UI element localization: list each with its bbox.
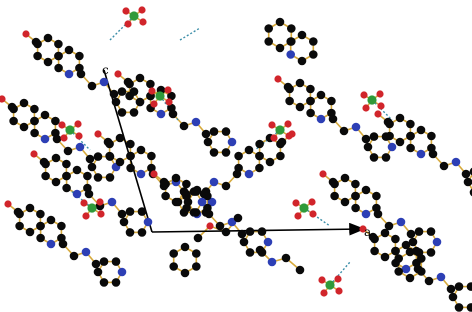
carbon-atom bbox=[406, 120, 415, 129]
oxygen-atom bbox=[80, 199, 87, 206]
carbon-atom bbox=[54, 52, 63, 61]
carbon-atom bbox=[62, 160, 71, 169]
carbon-atom bbox=[234, 214, 243, 223]
carbon-atom bbox=[59, 240, 68, 249]
carbon-atom bbox=[351, 192, 360, 201]
carbon-atom bbox=[136, 74, 145, 83]
carbon-atom bbox=[362, 186, 371, 195]
oxygen-atom bbox=[165, 98, 172, 105]
hydrogen-bond-layer bbox=[70, 16, 392, 285]
oxygen-atom bbox=[319, 170, 326, 177]
carbon-atom bbox=[374, 210, 383, 219]
carbon-atom bbox=[384, 118, 393, 127]
carbon-atom bbox=[120, 218, 129, 227]
carbon-atom bbox=[192, 249, 201, 258]
carbon-atom bbox=[192, 208, 201, 217]
carbon-atom bbox=[32, 38, 41, 47]
carbon-atom bbox=[264, 24, 273, 33]
oxygen-atom bbox=[270, 134, 277, 141]
carbon-atom bbox=[385, 132, 394, 141]
carbon-atom bbox=[306, 109, 315, 118]
carbon-atom bbox=[455, 303, 464, 312]
carbon-atom bbox=[245, 146, 254, 155]
carbon-atom bbox=[306, 97, 315, 106]
carbon-atom bbox=[255, 164, 264, 173]
nitrogen-atom bbox=[76, 143, 85, 152]
carbon-atom bbox=[407, 230, 416, 239]
nitrogen-atom bbox=[210, 178, 219, 187]
carbon-atom bbox=[234, 152, 243, 161]
oxygen-atom bbox=[318, 276, 325, 283]
carbon-atom bbox=[51, 117, 60, 126]
nitrogen-atom bbox=[198, 198, 207, 207]
carbon-atom bbox=[36, 210, 45, 219]
carbon-atom bbox=[138, 207, 147, 216]
nitrogen-atom bbox=[73, 190, 82, 199]
nitrogen-atom bbox=[388, 143, 397, 152]
carbon-atom bbox=[391, 247, 400, 256]
carbon-atom bbox=[449, 293, 458, 302]
oxygen-atom bbox=[334, 275, 341, 282]
chlorine-atom bbox=[155, 91, 164, 100]
carbon-atom bbox=[85, 190, 94, 199]
carbon-atom bbox=[317, 91, 326, 100]
carbon-atom bbox=[210, 148, 219, 157]
nitrogen-atom bbox=[228, 138, 237, 147]
carbon-atom bbox=[255, 140, 264, 149]
nitrogen-atom bbox=[41, 135, 50, 144]
carbon-atom bbox=[126, 140, 135, 149]
carbon-atom bbox=[169, 110, 178, 119]
carbon-atom bbox=[20, 123, 29, 132]
nitrogen-atom bbox=[82, 248, 91, 257]
carbon-atom bbox=[62, 172, 71, 181]
oxygen-atom bbox=[94, 130, 101, 137]
carbon-atom bbox=[256, 246, 265, 255]
nitrogen-atom bbox=[118, 268, 127, 277]
carbon-atom bbox=[182, 180, 191, 189]
carbon-atom bbox=[284, 83, 293, 92]
carbon-atom bbox=[429, 150, 438, 159]
carbon-atom bbox=[462, 170, 471, 179]
carbon-atom bbox=[276, 18, 285, 27]
oxygen-atom bbox=[284, 120, 291, 127]
carbon-atom bbox=[329, 178, 338, 187]
carbon-atom bbox=[306, 85, 315, 94]
carbon-atom bbox=[246, 227, 255, 236]
carbon-atom bbox=[222, 228, 231, 237]
carbon-atom bbox=[238, 230, 247, 239]
carbon-atom bbox=[205, 210, 214, 219]
carbon-atom bbox=[180, 122, 189, 131]
carbon-atom bbox=[329, 115, 338, 124]
carbon-atom bbox=[287, 24, 296, 33]
nitrogen-atom bbox=[362, 210, 371, 219]
carbon-atom bbox=[126, 164, 135, 173]
carbon-atom bbox=[417, 126, 426, 135]
carbon-atom bbox=[169, 262, 178, 271]
carbon-atom bbox=[64, 147, 73, 156]
carbon-atom bbox=[194, 234, 203, 243]
carbon-atom bbox=[309, 50, 318, 59]
oxygen-atom bbox=[122, 7, 129, 14]
oxygen-atom bbox=[60, 134, 67, 141]
carbon-atom bbox=[370, 132, 379, 141]
carbon-atom bbox=[381, 253, 390, 262]
carbon-atom bbox=[8, 103, 17, 112]
oxygen-atom bbox=[150, 170, 157, 177]
carbon-atom bbox=[126, 207, 135, 216]
nitrogen-atom bbox=[317, 115, 326, 124]
carbon-atom bbox=[222, 127, 231, 136]
carbon-atom bbox=[44, 58, 53, 67]
carbon-atom bbox=[296, 79, 305, 88]
carbon-atom bbox=[75, 52, 84, 61]
carbon-atom bbox=[100, 257, 109, 266]
carbon-atom bbox=[104, 138, 113, 147]
carbon-atom bbox=[30, 129, 39, 138]
carbon-atom bbox=[30, 105, 39, 114]
oxygen-atom bbox=[377, 102, 384, 109]
carbon-atom bbox=[340, 127, 349, 136]
carbon-atom bbox=[258, 227, 267, 236]
nitrogen-atom bbox=[433, 238, 442, 247]
hydrogen-bond bbox=[110, 16, 134, 40]
oxygen-atom bbox=[309, 210, 316, 217]
oxygen-atom bbox=[376, 90, 383, 97]
carbon-atom bbox=[40, 158, 49, 167]
carbon-atom bbox=[192, 262, 201, 271]
nitrogen-atom bbox=[144, 218, 153, 227]
carbon-atom bbox=[276, 44, 285, 53]
carbon-atom bbox=[406, 274, 415, 283]
nitrogen-atom bbox=[402, 265, 411, 274]
carbon-atom bbox=[77, 70, 86, 79]
carbon-atom bbox=[118, 87, 127, 96]
oxygen-atom bbox=[335, 287, 342, 294]
chlorine-atom bbox=[65, 125, 74, 134]
oxygen-atom bbox=[30, 150, 37, 157]
carbon-atom bbox=[246, 248, 255, 257]
carbon-atom bbox=[73, 166, 82, 175]
carbon-atom bbox=[138, 228, 147, 237]
carbon-atom bbox=[362, 135, 371, 144]
chlorine-atom bbox=[299, 203, 308, 212]
carbon-atom bbox=[370, 247, 379, 256]
carbon-atom bbox=[52, 154, 61, 163]
nitrogen-atom bbox=[100, 78, 109, 87]
carbon-atom bbox=[88, 82, 97, 91]
carbon-atom bbox=[62, 184, 71, 193]
carbon-atom bbox=[41, 172, 50, 181]
carbon-atom bbox=[9, 117, 18, 126]
oxygen-atom bbox=[374, 110, 381, 117]
oxygen-atom bbox=[96, 198, 103, 205]
nitrogen-atom bbox=[352, 123, 361, 132]
nitrogen-atom bbox=[157, 110, 166, 119]
carbon-atom bbox=[467, 303, 472, 312]
carbon-atom bbox=[425, 277, 434, 286]
oxygen-atom bbox=[362, 104, 369, 111]
carbon-atom bbox=[282, 254, 291, 263]
carbon-atom bbox=[86, 155, 95, 164]
oxygen-atom bbox=[150, 100, 157, 107]
nitrogen-atom bbox=[452, 158, 461, 167]
carbon-atom bbox=[382, 153, 391, 162]
carbon-atom bbox=[296, 266, 305, 275]
carbon-atom bbox=[327, 97, 336, 106]
carbon-atom bbox=[100, 278, 109, 287]
carbon-atom bbox=[94, 268, 103, 277]
carbon-atom bbox=[296, 103, 305, 112]
carbon-atom bbox=[440, 162, 449, 171]
carbon-atom bbox=[47, 216, 56, 225]
oxygen-atom bbox=[164, 86, 171, 93]
oxygen-atom bbox=[75, 132, 82, 139]
nitrogen-atom bbox=[108, 198, 117, 207]
oxygen-atom bbox=[58, 121, 65, 128]
carbon-atom bbox=[112, 278, 121, 287]
nitrogen-atom bbox=[137, 170, 146, 179]
carbon-atom bbox=[180, 187, 189, 196]
chlorine-atom bbox=[275, 125, 284, 134]
carbon-atom bbox=[200, 190, 209, 199]
carbon-atom bbox=[146, 80, 155, 89]
carbon-atom bbox=[137, 146, 146, 155]
carbon-atom bbox=[309, 37, 318, 46]
oxygen-atom bbox=[320, 289, 327, 296]
carbon-atom bbox=[264, 37, 273, 46]
carbon-atom bbox=[41, 111, 50, 120]
carbon-atom bbox=[54, 40, 63, 49]
carbon-atom bbox=[116, 158, 125, 167]
carbon-atom bbox=[298, 57, 307, 66]
oxygen-atom bbox=[148, 87, 155, 94]
chlorine-atom bbox=[129, 11, 138, 20]
carbon-atom bbox=[36, 222, 45, 231]
carbon-atom bbox=[169, 249, 178, 258]
carbon-atom bbox=[202, 130, 211, 139]
carbon-atom bbox=[106, 173, 115, 182]
nitrogen-atom bbox=[417, 150, 426, 159]
carbon-atom bbox=[255, 152, 264, 161]
carbon-atom bbox=[181, 269, 190, 278]
oxygen-atom bbox=[360, 91, 367, 98]
carbon-atom bbox=[15, 222, 24, 231]
carbon-atom bbox=[88, 163, 97, 172]
oxygen-atom bbox=[268, 121, 275, 128]
carbon-atom bbox=[70, 252, 79, 261]
nitrogen-atom bbox=[192, 118, 201, 127]
chlorine-atom bbox=[367, 95, 376, 104]
axis-label-a: a bbox=[364, 225, 372, 239]
carbon-atom bbox=[467, 282, 472, 291]
nitrogen-atom bbox=[437, 273, 446, 282]
carbon-atom bbox=[20, 99, 29, 108]
hydrogen-bond bbox=[180, 28, 200, 40]
carbon-atom bbox=[172, 174, 181, 183]
carbon-atom bbox=[112, 98, 121, 107]
carbon-atom bbox=[53, 135, 62, 144]
carbon-atom bbox=[110, 90, 119, 99]
carbon-atom bbox=[233, 170, 242, 179]
carbon-atom bbox=[136, 98, 145, 107]
oxygen-atom bbox=[22, 30, 29, 37]
carbon-atom bbox=[105, 152, 114, 161]
axis-label-c: c bbox=[102, 63, 109, 77]
carbon-atom bbox=[417, 254, 426, 263]
carbon-atom bbox=[427, 132, 436, 141]
carbon-atom bbox=[417, 267, 426, 276]
oxygen-atom bbox=[138, 6, 145, 13]
nitrogen-atom bbox=[264, 238, 273, 247]
oxygen-atom bbox=[97, 210, 104, 217]
carbon-atom bbox=[396, 114, 405, 123]
carbon-atom bbox=[222, 148, 231, 157]
carbon-atom bbox=[455, 282, 464, 291]
carbon-atom bbox=[26, 204, 35, 213]
carbon-atom bbox=[57, 222, 66, 231]
nitrogen-atom bbox=[286, 50, 295, 59]
nitrogen-atom bbox=[47, 240, 56, 249]
oxygen-atom bbox=[292, 199, 299, 206]
carbon-atom bbox=[126, 228, 135, 237]
carbon-atom bbox=[14, 208, 23, 217]
carbon-atom bbox=[26, 228, 35, 237]
carbon-atom bbox=[286, 37, 295, 46]
carbon-atom bbox=[126, 152, 135, 161]
oxygen-atom bbox=[82, 212, 89, 219]
carbon-atom bbox=[406, 248, 415, 257]
carbon-atom bbox=[147, 152, 156, 161]
carbon-atom bbox=[118, 210, 127, 219]
carbon-atom bbox=[372, 192, 381, 201]
oxygen-atom bbox=[274, 75, 281, 82]
carbon-atom bbox=[266, 158, 275, 167]
oxygen-atom bbox=[206, 222, 213, 229]
carbon-atom bbox=[36, 234, 45, 243]
carbon-atom bbox=[427, 227, 436, 236]
carbon-atom bbox=[370, 153, 379, 162]
carbon-atom bbox=[298, 31, 307, 40]
carbon-atom bbox=[94, 152, 103, 161]
oxygen-atom bbox=[74, 120, 81, 127]
carbon-atom bbox=[394, 254, 403, 263]
carbon-atom bbox=[464, 178, 472, 187]
carbon-atom bbox=[92, 260, 101, 269]
carbon-atom bbox=[427, 248, 436, 257]
carbon-atom bbox=[341, 174, 350, 183]
carbon-atom bbox=[160, 178, 169, 187]
carbon-atom bbox=[278, 138, 287, 147]
carbon-atom bbox=[240, 238, 249, 247]
carbon-atom bbox=[381, 229, 390, 238]
carbon-atom bbox=[124, 78, 133, 87]
oxygen-atom bbox=[294, 212, 301, 219]
carbon-atom bbox=[125, 92, 134, 101]
nitrogen-atom bbox=[268, 258, 277, 267]
carbon-atom bbox=[406, 144, 415, 153]
carbon-atom bbox=[65, 46, 74, 55]
nitrogen-atom bbox=[397, 218, 406, 227]
carbon-atom bbox=[351, 180, 360, 189]
carbon-atom bbox=[341, 198, 350, 207]
carbon-atom bbox=[52, 178, 61, 187]
carbon-atom bbox=[210, 127, 219, 136]
carbon-atom bbox=[112, 257, 121, 266]
oxygen-atom bbox=[308, 198, 315, 205]
carbon-atom bbox=[447, 285, 456, 294]
chlorine-atom bbox=[325, 280, 334, 289]
carbon-atom bbox=[415, 227, 424, 236]
carbon-atom bbox=[33, 52, 42, 61]
carbon-atom bbox=[406, 132, 415, 141]
oxygen-atom bbox=[124, 20, 131, 27]
carbon-atom bbox=[285, 97, 294, 106]
carbon-atom bbox=[83, 172, 92, 181]
oxygen-atom bbox=[139, 18, 146, 25]
carbon-atom bbox=[161, 192, 170, 201]
carbon-atom bbox=[30, 117, 39, 126]
oxygen-atom bbox=[4, 200, 11, 207]
carbon-atom bbox=[391, 235, 400, 244]
oxygen-atom bbox=[285, 132, 292, 139]
carbon-atom bbox=[174, 198, 183, 207]
nitrogen-atom bbox=[245, 170, 254, 179]
carbon-atom bbox=[330, 192, 339, 201]
carbon-atom bbox=[130, 108, 139, 117]
carbon-atom bbox=[396, 138, 405, 147]
carbon-atom bbox=[181, 243, 190, 252]
carbon-atom bbox=[54, 64, 63, 73]
carbon-atom bbox=[222, 182, 231, 191]
chlorine-atom bbox=[87, 203, 96, 212]
carbon-atom bbox=[94, 173, 103, 182]
carbon-atom bbox=[180, 208, 189, 217]
carbon-atom bbox=[394, 267, 403, 276]
carbon-atom bbox=[276, 152, 285, 161]
carbon-atom bbox=[44, 34, 53, 43]
nitrogen-atom bbox=[65, 70, 74, 79]
hydrogen-bond bbox=[304, 208, 330, 226]
carbon-atom bbox=[192, 187, 201, 196]
oxygen-atom bbox=[114, 70, 121, 77]
carbon-atom bbox=[116, 134, 125, 143]
carbon-atom bbox=[204, 138, 213, 147]
carbon-atom bbox=[364, 143, 373, 152]
carbon-atom bbox=[118, 108, 127, 117]
carbon-atom bbox=[351, 204, 360, 213]
